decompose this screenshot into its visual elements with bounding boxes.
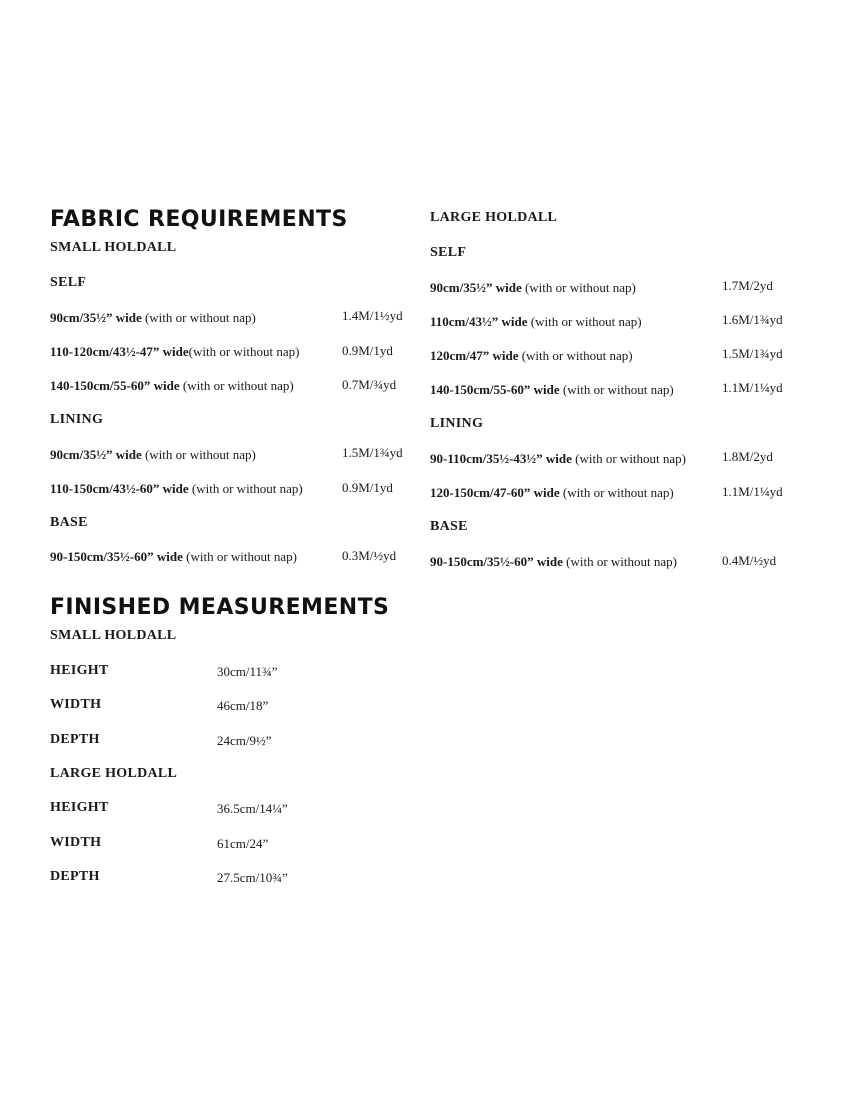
- large-base-title: BASE: [430, 519, 468, 534]
- fabric-requirements-heading: FABRIC REQUIREMENTS: [50, 207, 348, 232]
- large-self-row: [430, 280, 636, 296]
- small-depth-label: DEPTH: [50, 732, 100, 747]
- fabric-quantity: 0.9M/1yd: [342, 480, 393, 495]
- small-width-label: WIDTH: [50, 697, 102, 712]
- large-self-title: SELF: [430, 245, 467, 260]
- small-base-title: BASE: [50, 515, 88, 530]
- nap-note: (with or without nap): [179, 378, 294, 393]
- finished-measurements-heading: FINISHED MEASUREMENTS: [50, 595, 390, 620]
- nap-note: (with or without nap): [559, 485, 674, 500]
- nap-note: (with or without nap): [518, 348, 633, 363]
- large-width-value: 61cm/24”: [217, 836, 269, 851]
- nap-note: (with or without nap): [188, 344, 300, 359]
- large-base-row: [430, 554, 677, 570]
- small-self-row: [50, 310, 256, 326]
- small-width-value: 46cm/18”: [217, 698, 269, 713]
- small-depth-value: 24cm/9½”: [217, 733, 272, 748]
- small-holdall-measure-title: SMALL HOLDALL: [50, 628, 177, 643]
- small-height-label: HEIGHT: [50, 663, 109, 678]
- large-depth-label: DEPTH: [50, 869, 100, 884]
- nap-note: (with or without nap): [182, 549, 297, 564]
- small-self-title: SELF: [50, 275, 87, 290]
- fabric-quantity: 0.3M/½yd: [342, 548, 397, 563]
- fabric-width: 120-150cm/47-60” wide: [430, 485, 560, 500]
- fabric-quantity: 0.9M/1yd: [342, 343, 393, 358]
- fabric-width: 90cm/35½” wide: [430, 280, 522, 295]
- large-width-label: WIDTH: [50, 835, 102, 850]
- fabric-width: 110cm/43½” wide: [430, 314, 528, 329]
- large-holdall-measure-title: LARGE HOLDALL: [50, 766, 178, 781]
- nap-note: (with or without nap): [562, 554, 677, 569]
- large-holdall-title: LARGE HOLDALL: [430, 210, 558, 225]
- large-height-label: HEIGHT: [50, 800, 109, 815]
- fabric-quantity: 1.5M/1¾yd: [342, 445, 403, 460]
- large-lining-title: LINING: [430, 416, 484, 431]
- fabric-quantity: 1.4M/1½yd: [342, 308, 403, 323]
- small-lining-row: [50, 447, 256, 463]
- large-self-row: [430, 348, 633, 364]
- large-depth-value: 27.5cm/10¾”: [217, 870, 288, 885]
- fabric-quantity: 1.8M/2yd: [722, 449, 773, 464]
- fabric-width: 110-150cm/43½-60” wide: [50, 481, 189, 496]
- small-self-row: [50, 378, 294, 394]
- large-self-row: [430, 314, 642, 330]
- nap-note: (with or without nap): [571, 451, 686, 466]
- nap-note: (with or without nap): [527, 314, 642, 329]
- small-lining-title: LINING: [50, 412, 104, 427]
- fabric-width: 120cm/47” wide: [430, 348, 519, 363]
- fabric-quantity: 1.1M/1¼yd: [722, 380, 783, 395]
- fabric-width: 90cm/35½” wide: [50, 310, 142, 325]
- fabric-width: 90cm/35½” wide: [50, 447, 142, 462]
- nap-note: (with or without nap): [141, 447, 256, 462]
- fabric-quantity: 0.4M/½yd: [722, 553, 777, 568]
- small-base-row: [50, 549, 297, 565]
- fabric-quantity: 0.7M/¾yd: [342, 377, 397, 392]
- fabric-width: 90-110cm/35½-43½” wide: [430, 451, 572, 466]
- large-self-row: [430, 382, 674, 398]
- fabric-quantity: 1.1M/1¼yd: [722, 484, 783, 499]
- nap-note: (with or without nap): [141, 310, 256, 325]
- nap-note: (with or without nap): [559, 382, 674, 397]
- fabric-quantity: 1.7M/2yd: [722, 278, 773, 293]
- fabric-width: 110-120cm/43½-47” wide: [50, 344, 189, 359]
- fabric-width: 140-150cm/55-60” wide: [430, 382, 560, 397]
- fabric-quantity: 1.6M/1¾yd: [722, 312, 783, 327]
- fabric-width: 90-150cm/35½-60” wide: [50, 549, 183, 564]
- nap-note: (with or without nap): [521, 280, 636, 295]
- large-lining-row: [430, 485, 674, 501]
- large-lining-row: [430, 451, 686, 467]
- small-height-value: 30cm/11¾”: [217, 664, 278, 679]
- fabric-width: 90-150cm/35½-60” wide: [430, 554, 563, 569]
- small-holdall-title: SMALL HOLDALL: [50, 240, 177, 255]
- fabric-width: 140-150cm/55-60” wide: [50, 378, 180, 393]
- small-self-row: [50, 344, 300, 360]
- small-lining-row: [50, 481, 303, 497]
- nap-note: (with or without nap): [188, 481, 303, 496]
- large-height-value: 36.5cm/14¼”: [217, 801, 288, 816]
- fabric-quantity: 1.5M/1¾yd: [722, 346, 783, 361]
